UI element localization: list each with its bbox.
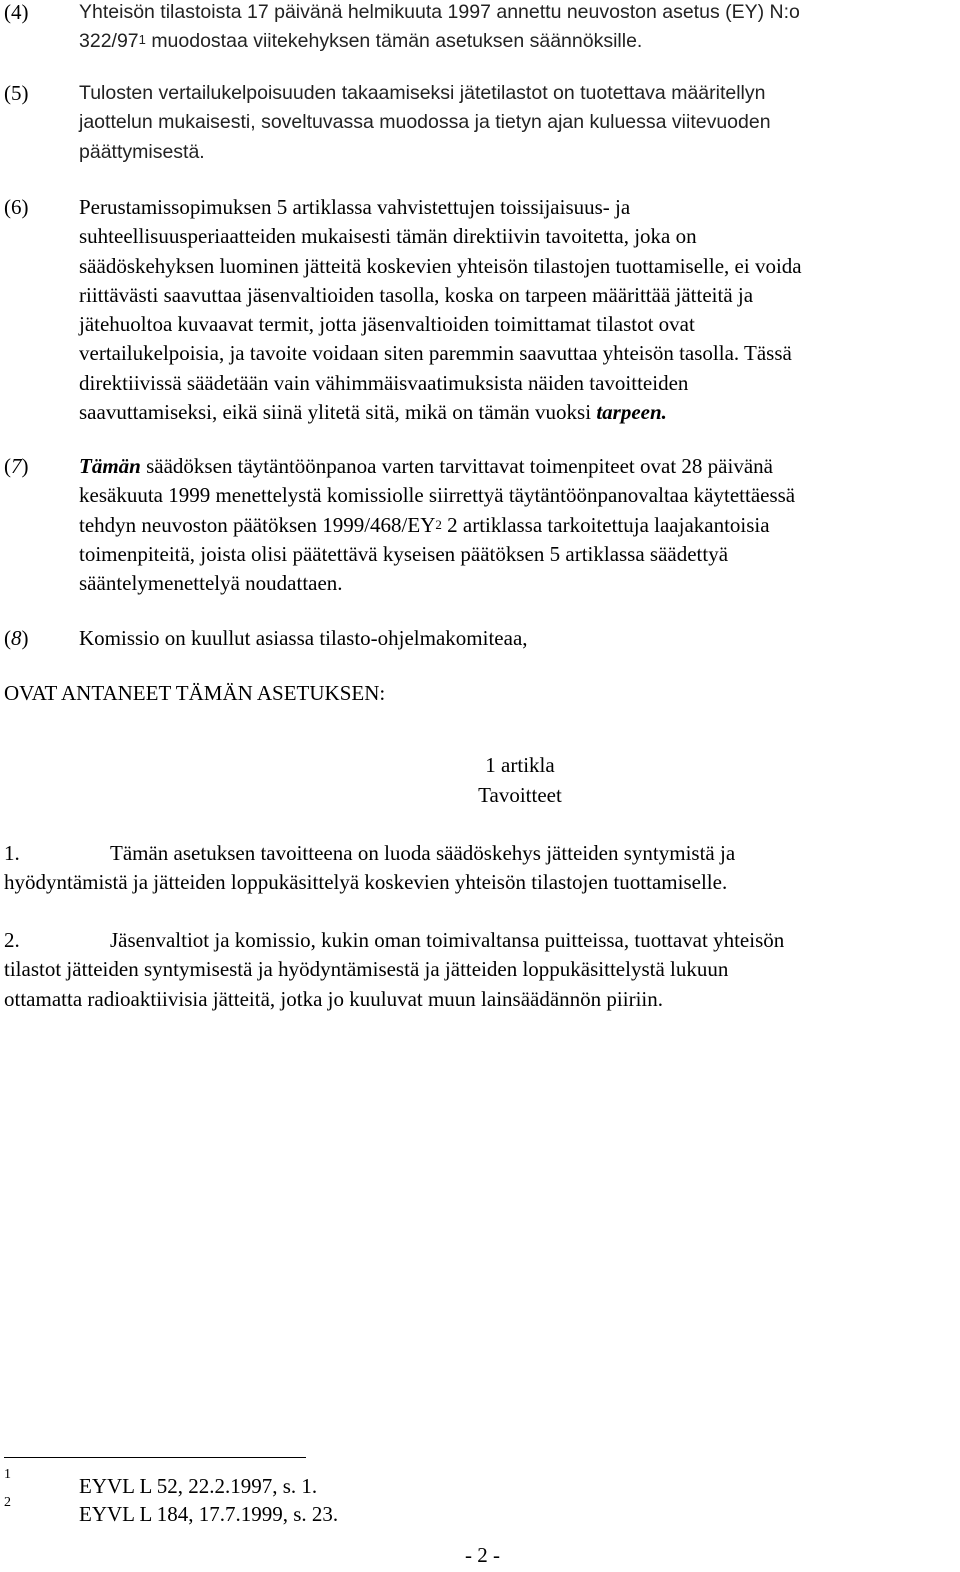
recital-line: Tulosten vertailukelpoisuuden takaamiseksi jätetilastot on tuotettava määritellyn <box>79 82 766 104</box>
recital-line: Perustamissopimuksen 5 artiklassa vahvistettujen toissijaisuus- ja <box>79 195 631 219</box>
footnote-ref[interactable]: 2 <box>435 516 442 532</box>
recital-line: sääntelymenettelyä noudattaen. <box>79 571 343 596</box>
recital-8 <box>4 624 956 653</box>
footnote-text: EYVL L 52, 22.2.1997, s. 1. <box>79 1474 318 1498</box>
recital-line: saavuttamiseksi, eikä siinä ylitetä sitä, mikä on tämän vuoksi tarpeen. <box>79 400 667 425</box>
footnote-number: 2 <box>4 1495 11 1510</box>
recital-number: (8) <box>4 626 29 650</box>
recital-line: $322/97^1$ muodostaa viitekehyksen tämän asetuksen säännöksille. <box>79 30 643 53</box>
recital-line: kesäkuuta 1999 menettelystä komissiolle siirrettyä täytäntöönpanovaltaa käytettäessä <box>79 483 796 508</box>
recital-line: direktiivissä säädetään vain vähimmäisvaatimuksista näiden tavoitteiden <box>79 370 689 395</box>
recital-line: säädöskehyksen luominen jätteitä koskevien yhteisön tilastojen tuottamiselle, ei voida <box>79 253 802 278</box>
footnote-number: 1 <box>4 1467 11 1482</box>
paragraph-line: hyödyntämistä ja jätteiden loppukäsittelyä koskevien yhteisön tilastojen tuottamiselle. <box>4 870 728 895</box>
recital-line: Komissio on kuullut asiassa tilasto-ohjelmakomiteaa, <box>79 626 528 650</box>
recital-7 <box>4 452 956 598</box>
recital-number: (6) <box>4 195 29 219</box>
footnote-separator <box>4 1457 306 1458</box>
article-number: 1 artikla <box>485 753 555 777</box>
paragraph-line: 2. Jäsenvaltiot ja komissio, kukin oman toimivaltansa puitteissa, tuottavat yhteisön <box>4 926 956 955</box>
article-paragraph-1 <box>4 839 956 898</box>
paragraph-line: 1. Tämän asetuksen tavoitteena on luoda säädöskehys jätteiden syntymistä ja <box>4 839 956 868</box>
page-number: - 2 - <box>465 1543 500 1567</box>
recital-line: päättymisestä. <box>79 140 205 163</box>
article-title: Tavoitteet <box>478 783 562 807</box>
paragraph-line: ottamatta radioaktiivisia jätteitä, jotka jo kuuluvat muun lainsäädännön piiriin. <box>4 986 664 1011</box>
enacting-formula: OVAT ANTANEET TÄMÄN ASETUKSEN: <box>4 681 386 705</box>
paragraph-number: 1. <box>4 841 20 865</box>
recital-line: tehdyn neuvoston päätöksen $1999/468/EY^2$ 2 artiklassa tarkoitettuja laajakantoisia <box>79 512 770 537</box>
footnote-text: EYVL L 184, 17.7.1999, s. 23. <box>79 1502 339 1526</box>
recital-line: jaottelun mukaisesti, soveltuvassa muodossa ja tietyn ajan kuluessa viitevuoden <box>79 111 771 134</box>
recital-line: vertailukelpoisia, ja tavoite voidaan siten paremmin saavuttaa yhteisön tasolla. Tässä <box>79 341 792 366</box>
recital-number: (7) <box>4 454 29 478</box>
recital-line: toimenpiteitä, joista olisi päätettävä kyseisen päätöksen 5 artiklassa säädettyä <box>79 541 729 566</box>
recital-5 <box>4 79 956 167</box>
article-paragraph-2 <box>4 926 956 1014</box>
footnote-ref[interactable]: 1 <box>138 32 146 48</box>
recital-line: riittävästi saavuttaa jäsenvaltioiden tasolla, koska on tarpeen määrittää jätteitä ja <box>79 282 754 307</box>
recital-line: Tämän säädöksen täytäntöönpanoa varten tarvittavat toimenpiteet ovat 28 päivänä <box>79 454 773 478</box>
recital-line: Yhteisön tilastoista 17 päivänä helmikuuta 1997 annettu neuvoston asetus (EY) N:o <box>79 1 800 23</box>
recital-line: jätehuoltoa kuvaavat termit, jotta jäsenvaltioiden toimittamat tilastot ovat <box>79 312 695 337</box>
paragraph-line: tilastot jätteiden syntymisestä ja hyödyntämisestä ja jätteiden loppukäsittelystä lukuun <box>4 957 729 982</box>
recital-number: (4) <box>4 0 29 24</box>
paragraph-number: 2. <box>4 928 20 952</box>
recital-6 <box>4 193 956 427</box>
recital-number: (5) <box>4 81 29 105</box>
recital-4 <box>4 0 956 57</box>
recital-line: suhteellisuusperiaatteiden mukaisesti tämän direktiivin tavoitetta, joka on <box>79 224 697 249</box>
